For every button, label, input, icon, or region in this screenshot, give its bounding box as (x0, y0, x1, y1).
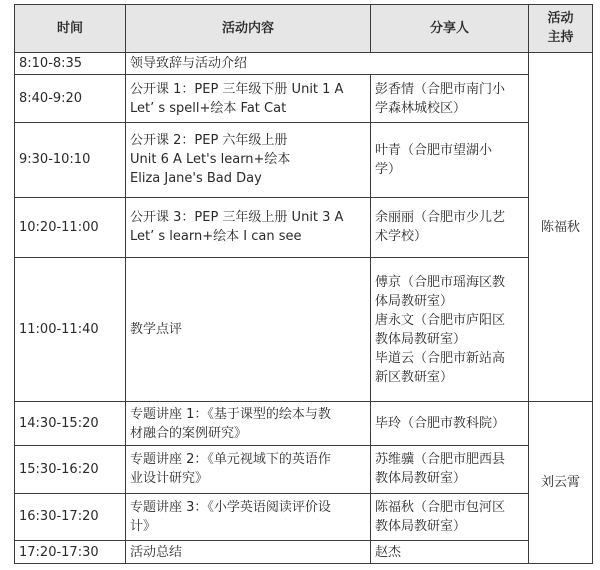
content-cell (126, 493, 371, 541)
sharer-line: 毕道云（合肥市新站高 (375, 350, 506, 366)
header-sharer: 分享人 (371, 5, 529, 53)
sharer-line: 体局教研室） (375, 293, 454, 309)
time-cell: 11:00-11:40 (15, 257, 126, 402)
sharer-line: 彭香情（合肥市南门小 (375, 81, 506, 97)
sharer-line: 术学校） (375, 229, 428, 245)
header-host-line1: 活动 (547, 11, 574, 27)
table-row (15, 541, 593, 564)
time-cell: 16:30-17:20 (15, 493, 126, 541)
sharer-cell (371, 402, 529, 445)
header-row (15, 5, 593, 53)
time-cell: 14:30-15:20 (15, 402, 126, 445)
content-cell (126, 52, 529, 75)
content-cell (126, 75, 371, 123)
sharer-line: 陈福秋（合肥市包河区 (375, 499, 506, 515)
table-row (15, 122, 593, 197)
table-row (15, 197, 593, 257)
content-line: 公开课 2：PEP 六年级上册 (130, 133, 288, 149)
sharer-line: 新区教研室） (375, 369, 454, 385)
table-row (15, 52, 593, 75)
host-cell-afternoon: 刘云霄 (529, 402, 593, 564)
sharer-cell (371, 445, 529, 493)
sharer-cell (371, 122, 529, 197)
sharer-line: 教体局教研室） (375, 471, 467, 487)
content-line: 专题讲座 2：《单元视域下的英语作 (130, 452, 331, 468)
content-line: Let’ s spell+绘本 Fat Cat (130, 100, 287, 116)
table-row (15, 445, 593, 493)
time-cell: 8:40-9:20 (15, 75, 126, 123)
content-line: 计》 (130, 518, 157, 534)
content-line: Let’ s learn+绘本 I can see (130, 229, 302, 245)
sharer-line: 教体局教研室） (375, 331, 467, 347)
sharer-line: 叶青（合肥市望湖小 (375, 142, 493, 158)
time-cell: 17:20-17:30 (15, 541, 126, 564)
sharer-cell (371, 75, 529, 123)
host-cell-morning: 陈福秋 (529, 52, 593, 402)
content-line: 公开课 3：PEP 三年级上册 Unit 3 A (130, 210, 344, 226)
table-row (15, 402, 593, 445)
content-cell (126, 257, 371, 402)
time-cell: 10:20-11:00 (15, 197, 126, 257)
sharer-line: 余丽丽（合肥市少儿艺 (375, 210, 506, 226)
sharer-line: 学） (375, 161, 402, 177)
content-cell (126, 402, 371, 445)
content-cell (126, 122, 371, 197)
content-line: 活动总结 (130, 544, 183, 560)
sharer-cell (371, 541, 529, 564)
content-cell (126, 445, 371, 493)
content-line: 材融合的案例研究》 (130, 425, 248, 441)
content-line: 教学点评 (130, 322, 183, 337)
content-line: Unit 6 A Let's learn+绘本 (130, 152, 291, 168)
content-cell (126, 541, 371, 564)
header-time: 时间 (15, 5, 126, 53)
header-content: 活动内容 (126, 5, 371, 53)
content-line: 领导致辞与活动介绍 (130, 55, 248, 71)
schedule-table (14, 4, 593, 564)
table-row (15, 257, 593, 402)
header-host (529, 5, 593, 53)
sharer-line: 傅京（合肥市瑶海区教 (375, 274, 506, 290)
time-cell: 9:30-10:10 (15, 122, 126, 197)
content-cell (126, 197, 371, 257)
sharer-line: 苏维骥（合肥市肥西县 (375, 452, 506, 468)
time-cell: 8:10-8:35 (15, 52, 126, 75)
time-cell: 15:30-16:20 (15, 445, 126, 493)
sharer-line: 赵杰 (375, 544, 402, 560)
table-row (15, 493, 593, 541)
sharer-line: 教体局教研室） (375, 518, 467, 534)
sharer-line: 毕玲（合肥市教科院） (375, 416, 506, 432)
sharer-cell (371, 197, 529, 257)
content-line: 专题讲座 1：《基于课型的绘本与教 (130, 406, 331, 422)
sharer-line: 学森林城校区） (375, 100, 467, 116)
content-line: 专题讲座 3：《小学英语阅读评价设 (130, 499, 331, 515)
table-row (15, 75, 593, 123)
content-line: Eliza Jane's Bad Day (130, 171, 262, 187)
header-host-line2: 主持 (547, 30, 574, 46)
content-line: 公开课 1：PEP 三年级下册 Unit 1 A (130, 81, 344, 97)
sharer-cell (371, 493, 529, 541)
content-line: 业设计研究》 (130, 471, 209, 487)
sharer-line: 唐永文（合肥市庐阳区 (375, 312, 506, 328)
sharer-cell (371, 257, 529, 402)
